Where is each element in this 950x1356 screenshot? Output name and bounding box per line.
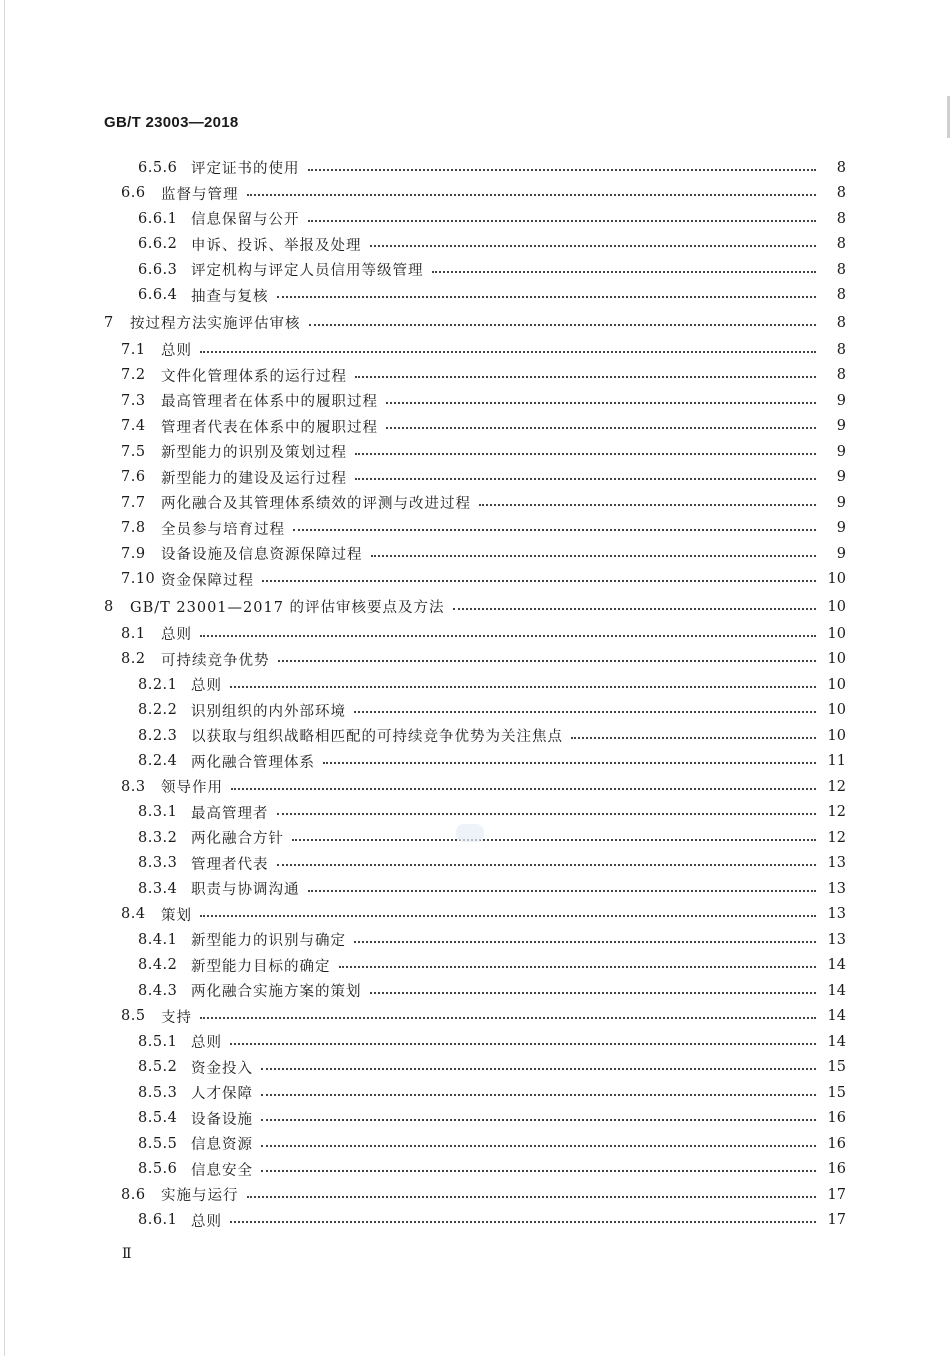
toc-entry-number: 7.7 (121, 494, 146, 511)
toc-entry-number: 8.5 (121, 1008, 146, 1025)
toc-dot-leader (278, 660, 817, 662)
toc-entry-title: 新型能力的识别与确定 (191, 933, 346, 950)
toc-dot-leader (370, 992, 817, 994)
toc-entry-page: 8 (836, 159, 846, 176)
toc-entry[interactable] (0, 1157, 950, 1183)
toc-entry-number: 8.4.2 (138, 957, 178, 974)
toc-dot-leader (277, 296, 817, 298)
toc-dot-leader (386, 427, 816, 429)
toc-dot-leader (453, 608, 816, 610)
toc-entry-title: 两化融合及其管理体系绩效的评测与改进过程 (161, 496, 471, 513)
toc-entry-title: 评定证书的使用 (191, 161, 300, 178)
toc-entry-title: 总则 (161, 343, 192, 360)
toc-dot-leader (308, 169, 817, 171)
toc-entry-title: 总则 (191, 1213, 222, 1230)
toc-entry-page: 13 (827, 880, 846, 897)
toc-entry[interactable] (0, 876, 950, 902)
toc-entry-title: 管理者代表在体系中的履职过程 (161, 419, 378, 436)
toc-dot-leader (355, 376, 816, 378)
toc-entry[interactable] (0, 1182, 950, 1208)
toc-entry-number: 8.2.2 (138, 702, 178, 719)
toc-entry-title: 实施与运行 (161, 1188, 239, 1205)
toc-entry[interactable] (0, 363, 950, 389)
toc-entry-page: 9 (836, 418, 846, 435)
toc-entry-title: 文件化管理体系的运行过程 (161, 368, 347, 385)
toc-dot-leader (339, 966, 817, 968)
toc-entry[interactable] (0, 1106, 950, 1132)
toc-entry-page: 16 (827, 1135, 846, 1152)
toc-dot-leader (261, 1094, 816, 1096)
toc-entry-title: 按过程方法实施评估审核 (130, 316, 301, 332)
toc-dot-leader (262, 580, 816, 582)
toc-entry[interactable] (0, 1208, 950, 1234)
toc-entry-page: 10 (827, 651, 846, 668)
toc-dot-leader (247, 194, 817, 196)
toc-entry-title: 新型能力目标的确定 (191, 958, 331, 975)
toc-entry-title: 信息资源 (191, 1137, 253, 1154)
toc-entry[interactable] (0, 1055, 950, 1081)
toc-entry-title: 总则 (191, 1035, 222, 1052)
toc-entry-title: 两化融合方针 (191, 831, 284, 848)
toc-entry-page: 10 (827, 598, 846, 615)
toc-entry-number: 7.5 (121, 443, 146, 460)
toc-dot-leader (371, 555, 817, 557)
toc-entry[interactable] (0, 1131, 950, 1157)
toc-entry-number: 8.3.3 (138, 855, 178, 872)
toc-entry-title: 信息安全 (191, 1162, 253, 1179)
toc-entry-page: 9 (836, 494, 846, 511)
toc-dot-leader (308, 220, 817, 222)
toc-entry-number: 8 (104, 598, 114, 615)
toc-entry-title: GB/T 23001—2017 的评估审核要点及方法 (130, 600, 445, 616)
toc-entry-number: 7.10 (121, 571, 156, 588)
toc-entry-page: 8 (836, 261, 846, 278)
toc-entry-page: 11 (827, 753, 846, 770)
toc-entry-page: 13 (827, 906, 846, 923)
toc-entry[interactable] (0, 388, 950, 414)
toc-entry-title: 领导作用 (161, 780, 223, 797)
toc-entry-number: 7.9 (121, 545, 146, 562)
toc-entry-number: 8.3.2 (138, 829, 178, 846)
toc-dot-leader (293, 529, 816, 531)
toc-entry[interactable] (0, 439, 950, 465)
toc-entry-number: 6.6.4 (138, 287, 178, 304)
toc-entry[interactable] (0, 414, 950, 440)
toc-entry-title: 评定机构与评定人员信用等级管理 (191, 263, 424, 280)
toc-entry-number: 7.4 (121, 418, 146, 435)
toc-entry-title: 资金保障过程 (161, 572, 254, 589)
toc-entry-title: 抽查与复核 (191, 288, 269, 305)
toc-entry-number: 8.1 (121, 625, 146, 642)
toc-entry[interactable] (0, 465, 950, 491)
toc-entry[interactable] (0, 953, 950, 979)
toc-entry-number: 7.1 (121, 341, 146, 358)
toc-entry[interactable] (0, 927, 950, 953)
toc-dot-leader (571, 737, 816, 739)
toc-dot-leader (479, 504, 816, 506)
toc-dot-leader (247, 1196, 817, 1198)
toc-entry-number: 8.4.3 (138, 982, 178, 999)
toc-entry-page: 8 (836, 314, 846, 331)
toc-entry-title: 两化融合实施方案的策划 (191, 984, 362, 1001)
toc-dot-leader (323, 762, 816, 764)
toc-entry-page: 9 (836, 392, 846, 409)
toc-entry[interactable] (0, 181, 950, 207)
toc-entry-title: 支持 (161, 1009, 192, 1026)
toc-entry-number: 8.2 (121, 651, 146, 668)
toc-dot-leader (309, 324, 817, 326)
toc-entry-page: 17 (827, 1186, 846, 1203)
toc-entry[interactable] (0, 698, 950, 724)
toc-entry-title: 可持续竞争优势 (161, 652, 270, 669)
toc-entry-page: 9 (836, 469, 846, 486)
toc-entry-number: 6.5.6 (138, 159, 178, 176)
toc-entry-number: 7.6 (121, 469, 146, 486)
toc-entry-page: 8 (836, 210, 846, 227)
toc-entry-title: 新型能力的识别及策划过程 (161, 445, 347, 462)
toc-entry-number: 8.4.1 (138, 931, 178, 948)
toc-dot-leader (432, 271, 817, 273)
toc-entry[interactable] (0, 155, 950, 181)
toc-entry-title: 以获取与组织战略相匹配的可持续竞争优势为关注焦点 (191, 729, 563, 746)
toc-dot-leader (354, 711, 816, 713)
toc-entry-title: 信息保留与公开 (191, 212, 300, 229)
toc-entry-number: 6.6.1 (138, 210, 178, 227)
toc-entry-title: 新型能力的建设及运行过程 (161, 470, 347, 487)
toc-entry[interactable] (0, 567, 950, 593)
toc-entry-number: 8.5.1 (138, 1033, 178, 1050)
toc-entry-page: 8 (836, 367, 846, 384)
toc-entry-page: 10 (827, 571, 846, 588)
toc-entry-number: 8.6 (121, 1186, 146, 1203)
toc-entry-number: 8.2.4 (138, 753, 178, 770)
toc-dot-leader (200, 1017, 816, 1019)
toc-entry-page: 16 (827, 1110, 846, 1127)
toc-entry[interactable] (0, 283, 950, 309)
toc-entry-number: 8.6.1 (138, 1212, 178, 1229)
toc-entry[interactable] (0, 902, 950, 928)
standard-number-header: GB/T 23003—2018 (104, 114, 239, 131)
toc-entry-title: 管理者代表 (191, 856, 269, 873)
toc-entry[interactable] (0, 1080, 950, 1106)
toc-entry-page: 10 (827, 727, 846, 744)
toc-entry-number: 8.3 (121, 778, 146, 795)
toc-dot-leader (370, 245, 817, 247)
toc-dot-leader (231, 788, 816, 790)
toc-dot-leader (230, 1221, 816, 1223)
toc-entry[interactable] (0, 851, 950, 877)
toc-entry[interactable] (0, 647, 950, 673)
toc-dot-leader (200, 635, 816, 637)
toc-entry-page: 14 (827, 1033, 846, 1050)
toc-dot-leader (308, 890, 817, 892)
toc-entry-page: 8 (836, 287, 846, 304)
toc-dot-leader (261, 1145, 816, 1147)
toc-entry[interactable] (0, 621, 950, 647)
toc-entry[interactable] (0, 672, 950, 698)
toc-entry-number: 8.4 (121, 906, 146, 923)
toc-dot-leader (230, 1043, 816, 1045)
toc-entry-page: 10 (827, 676, 846, 693)
toc-entry-number: 7.3 (121, 392, 146, 409)
toc-entry-number: 7.8 (121, 520, 146, 537)
toc-entry[interactable] (0, 516, 950, 542)
table-of-contents (0, 155, 950, 1233)
toc-entry[interactable] (0, 308, 950, 337)
toc-entry-number: 8.3.4 (138, 880, 178, 897)
toc-entry[interactable] (0, 1029, 950, 1055)
toc-entry[interactable] (0, 774, 950, 800)
toc-entry-page: 8 (836, 341, 846, 358)
toc-entry[interactable] (0, 978, 950, 1004)
toc-entry-page: 9 (836, 545, 846, 562)
toc-entry-title: 申诉、投诉、举报及处理 (191, 237, 362, 254)
toc-dot-leader (261, 1170, 816, 1172)
toc-entry-page: 15 (827, 1059, 846, 1076)
toc-dot-leader (230, 686, 816, 688)
toc-entry-page: 15 (827, 1084, 846, 1101)
toc-entry[interactable] (0, 749, 950, 775)
toc-entry-number: 8.5.6 (138, 1161, 178, 1178)
toc-entry-title: 职责与协调沟通 (191, 882, 300, 899)
toc-entry-page: 16 (827, 1161, 846, 1178)
toc-dot-leader (355, 453, 816, 455)
toc-entry-title: 识别组织的内外部环境 (191, 703, 346, 720)
toc-dot-leader (292, 839, 816, 841)
toc-entry[interactable] (0, 723, 950, 749)
toc-entry-number: 7 (104, 314, 114, 331)
toc-entry-title: 总则 (191, 678, 222, 695)
toc-entry[interactable] (0, 206, 950, 232)
toc-entry[interactable] (0, 1004, 950, 1030)
toc-entry-number: 6.6.3 (138, 261, 178, 278)
toc-entry[interactable] (0, 232, 950, 258)
toc-entry-number: 8.2.3 (138, 727, 178, 744)
toc-entry-number: 8.3.1 (138, 804, 178, 821)
toc-entry-number: 6.6.2 (138, 236, 178, 253)
toc-entry-title: 监督与管理 (161, 186, 239, 203)
toc-entry-title: 人才保障 (191, 1086, 253, 1103)
toc-entry-page: 14 (827, 1008, 846, 1025)
toc-entry-title: 最高管理者 (191, 805, 269, 822)
toc-entry-page: 12 (827, 804, 846, 821)
toc-entry-page: 8 (836, 185, 846, 202)
toc-entry[interactable] (0, 490, 950, 516)
toc-entry-title: 设备设施及信息资源保障过程 (161, 547, 363, 564)
toc-entry-page: 13 (827, 931, 846, 948)
toc-entry-page: 10 (827, 625, 846, 642)
toc-entry-page: 9 (836, 443, 846, 460)
toc-entry-page: 10 (827, 702, 846, 719)
toc-entry-page: 12 (827, 778, 846, 795)
toc-entry[interactable] (0, 337, 950, 363)
toc-entry-title: 资金投入 (191, 1060, 253, 1077)
toc-dot-leader (200, 351, 816, 353)
toc-entry-number: 7.2 (121, 367, 146, 384)
toc-entry-page: 17 (827, 1212, 846, 1229)
toc-dot-leader (261, 1068, 816, 1070)
toc-entry-page: 14 (827, 957, 846, 974)
toc-dot-leader (277, 813, 817, 815)
toc-dot-leader (354, 941, 816, 943)
toc-entry-page: 13 (827, 855, 846, 872)
toc-entry-number: 8.5.3 (138, 1084, 178, 1101)
toc-entry-page: 8 (836, 236, 846, 253)
toc-dot-leader (386, 402, 816, 404)
toc-entry-number: 6.6 (121, 185, 146, 202)
toc-entry-number: 8.5.4 (138, 1110, 178, 1127)
toc-entry-title: 设备设施 (191, 1111, 253, 1128)
toc-entry-number: 8.2.1 (138, 676, 178, 693)
watermark-logo (456, 824, 484, 842)
toc-dot-leader (277, 864, 817, 866)
toc-entry-title: 两化融合管理体系 (191, 754, 315, 771)
page-number-footer: Ⅱ (122, 1246, 132, 1262)
toc-entry-number: 8.5.2 (138, 1059, 178, 1076)
toc-entry[interactable] (0, 592, 950, 621)
toc-entry-page: 14 (827, 982, 846, 999)
toc-dot-leader (355, 478, 816, 480)
toc-dot-leader (261, 1119, 816, 1121)
toc-entry-title: 策划 (161, 907, 192, 924)
toc-entry[interactable] (0, 541, 950, 567)
toc-entry[interactable] (0, 257, 950, 283)
toc-dot-leader (200, 915, 816, 917)
toc-entry-title: 全员参与培育过程 (161, 521, 285, 538)
toc-entry-number: 8.5.5 (138, 1135, 178, 1152)
toc-entry-title: 总则 (161, 627, 192, 644)
toc-entry-page: 9 (836, 520, 846, 537)
toc-entry[interactable] (0, 800, 950, 826)
toc-entry-title: 最高管理者在体系中的履职过程 (161, 394, 378, 411)
toc-entry-page: 12 (827, 829, 846, 846)
